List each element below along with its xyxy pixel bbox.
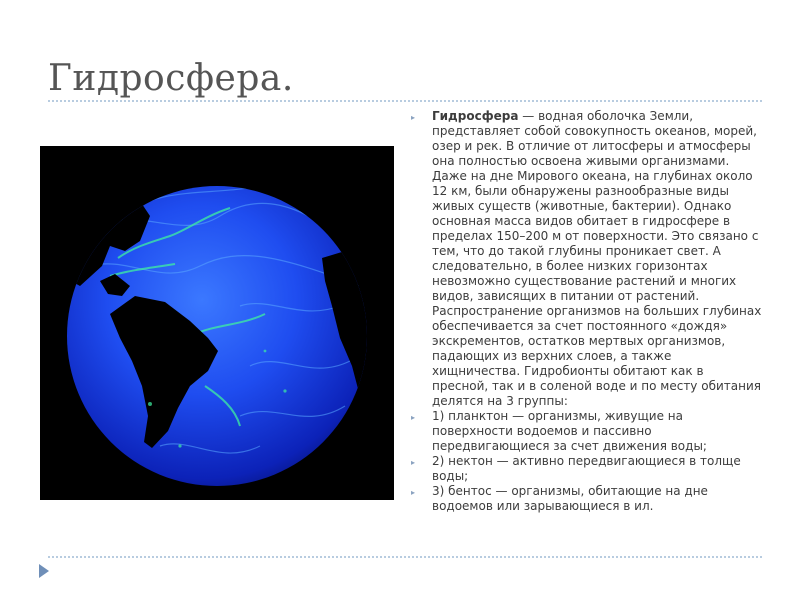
paragraph-text: 3) бентос — организмы, обитающие на дне водоемов или зарывающиеся в ил.	[432, 484, 708, 513]
paragraph-intro	[411, 109, 763, 409]
slide-body-text	[411, 109, 763, 514]
arrow-bullet-icon: ▸	[411, 488, 416, 497]
title-divider	[48, 100, 762, 102]
arrow-bullet-icon: ▸	[411, 458, 416, 467]
earth-hydrosphere-image	[40, 146, 394, 500]
slide-title: Гидросфера.	[48, 58, 294, 99]
arrow-bullet-icon: ▸	[411, 413, 416, 422]
paragraph-text: — водная оболочка Земли, представляет собой совокупность океанов, морей, озер и рек. В отличие от литосферы и атмосферы она полностью освоена живыми организмами. Даже на дне Мирового океана, на глубинах около 12 км, были обнаружены разнообразные виды живых существ (животные, бактерии). Однако основная масса видов обитает в гидросфере в пределах 150–200 м от поверхности. Это связано с тем, что до такой глубины проникает свет. А следовательно, в более низких горизонтах невозможно существование растений и многих видов, зависящих в питании от растений. Распространение организмов на больших глубинах обеспечивается за счет постоянного «дождя» экскрементов, остатков мертвых организмов, падающих из верхних слоев, а также хищничества. Гидробионты обитают как в пресной, так и в соленой воде и по месту обитания делятся на 3 группы:	[432, 109, 762, 408]
arrow-bullet-icon: ▸	[411, 113, 416, 122]
paragraph-benthos	[411, 484, 763, 514]
paragraph-nekton	[411, 454, 763, 484]
term-hydrosphere: Гидросфера	[432, 109, 519, 123]
footer-divider	[48, 556, 762, 558]
paragraph-text: 2) нектон — активно передвигающиеся в толще воды;	[432, 454, 741, 483]
paragraph-plankton	[411, 409, 763, 454]
next-slide-arrow-icon[interactable]	[38, 563, 50, 579]
paragraph-text: 1) планктон — организмы, живущие на поверхности водоемов и пассивно передвигающиеся за счет движения воды;	[432, 409, 707, 453]
